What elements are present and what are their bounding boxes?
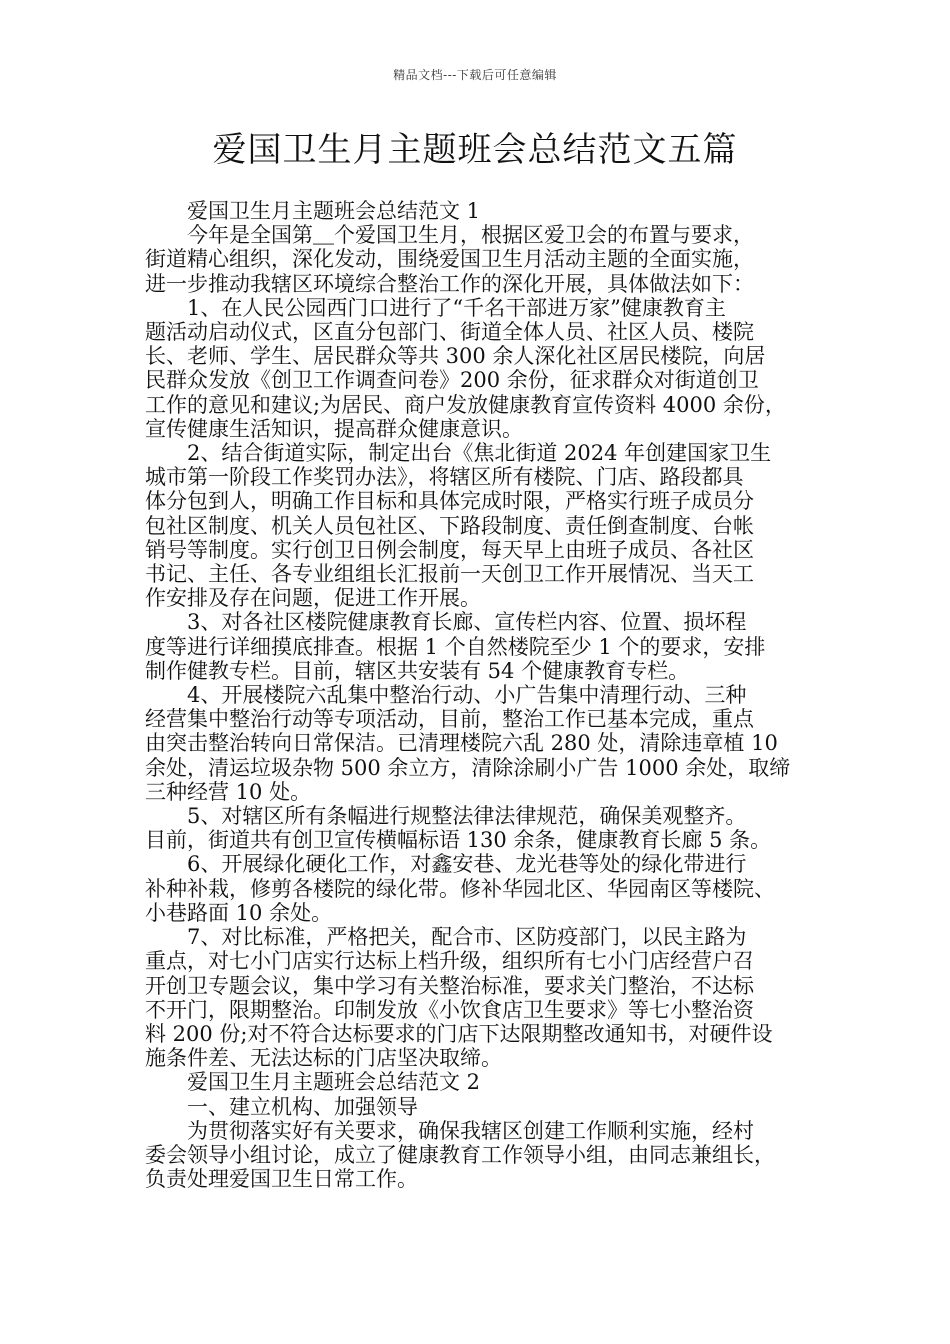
paragraph-line: 5、对辖区所有条幅进行规整法律法律规范，确保美观整齐。	[187, 804, 747, 829]
paragraph-line: 7、对比标准，严格把关，配合市、区防疫部门，以民主路为	[187, 925, 747, 950]
paragraph	[145, 223, 825, 296]
paragraph-line: 重点，对七小门店实行达标上档升级，组织所有七小门店经营户召	[145, 949, 754, 974]
paragraph-line: 城市第一阶段工作奖罚办法》，将辖区所有楼院、门店、路段都具	[145, 465, 744, 490]
paragraph-line: 工作的意见和建议;为居民、商户发放健康教育宣传资料 4000 余份，	[145, 392, 786, 417]
paragraph-line: 委会领导小组讨论，成立了健康教育工作领导小组，由同志兼组长，	[145, 1142, 775, 1167]
paragraph	[145, 1119, 825, 1192]
document-body	[145, 199, 825, 1191]
paragraph-line: 街道精心组织，深化发动，围绕爱国卫生月活动主题的全面实施，	[145, 247, 754, 272]
paragraph-line: 小巷路面 10 余处。	[145, 900, 333, 925]
document-title: 爱国卫生月主题班会总结范文五篇	[212, 130, 738, 170]
paragraph	[145, 1095, 825, 1119]
paragraph-line: 料 200 份;对不符合达标要求的门店下达限期整改通知书，对硬件设	[145, 1021, 773, 1046]
paragraph	[145, 199, 825, 223]
paragraph-line: 包社区制度、机关人员包社区、下路段制度、责任倒查制度、台帐	[145, 513, 754, 538]
paragraph-line: 为贯彻落实好有关要求，确保我辖区创建工作顺利实施，经村	[187, 1118, 754, 1143]
paragraph-line: 爱国卫生月主题班会总结范文 1	[187, 199, 481, 223]
paragraph	[145, 852, 825, 925]
paragraph-line: 6、开展绿化硬化工作，对鑫安巷、龙光巷等处的绿化带进行	[187, 852, 747, 877]
paragraph-line: 体分包到人，明确工作目标和具体完成时限，严格实行班子成员分	[145, 489, 754, 514]
paragraph-line: 不开门，限期整治。印制发放《小饮食店卫生要求》等七小整治资	[145, 997, 754, 1022]
paragraph-line: 作安排及存在问题，促进工作开展。	[145, 586, 481, 611]
paragraph-line: 度等进行详细摸底排查。根据 1 个自然楼院至少 1 个的要求，安排	[145, 634, 766, 659]
paragraph	[145, 610, 825, 683]
paragraph-line: 题活动启动仪式，区直分包部门、街道全体人员、社区人员、楼院	[145, 320, 754, 345]
paragraph-line: 今年是全国第＿个爱国卫生月，根据区爱卫会的布置与要求，	[187, 223, 754, 248]
paragraph	[145, 1070, 825, 1094]
paragraph	[145, 925, 825, 1070]
paragraph-line: 长、老师、学生、居民群众等共 300 余人深化社区居民楼院，向居	[145, 344, 766, 369]
paragraph-line: 余处，清运垃圾杂物 500 余立方，清除涂刷小广告 1000 余处，取缔	[145, 755, 791, 780]
paragraph-line: 由突击整治转向日常保洁。已清理楼院六乱 280 处，清除违章植 10	[145, 731, 778, 756]
paragraph-line: 进一步推动我辖区环境综合整治工作的深化开展，具体做法如下：	[145, 271, 754, 296]
paragraph-line: 3、对各社区楼院健康教育长廊、宣传栏内容、位置、损坏程	[187, 610, 747, 635]
paragraph	[145, 296, 825, 441]
paragraph-line: 负责处理爱国卫生日常工作。	[145, 1167, 418, 1192]
paragraph	[145, 683, 825, 804]
paragraph-line: 2、结合街道实际，制定出台《焦北街道 2024 年创建国家卫生	[187, 441, 772, 466]
paragraph-line: 施条件差、无法达标的门店坚决取缔。	[145, 1046, 502, 1071]
paragraph-line: 书记、主任、各专业组组长汇报前一天创卫工作开展情况、当天工	[145, 562, 754, 587]
paragraph-line: 制作健教专栏。目前，辖区共安装有 54 个健康教育专栏。	[145, 658, 690, 683]
paragraph-line: 一、建立机构、加强领导	[187, 1094, 418, 1119]
paragraph	[145, 441, 825, 610]
paragraph-line: 目前，街道共有创卫宣传横幅标语 130 余条，健康教育长廊 5 条。	[145, 828, 772, 853]
paragraph-line: 爱国卫生月主题班会总结范文 2	[187, 1070, 481, 1095]
paragraph-line: 民群众发放《创卫工作调查问卷》200 余份，征求群众对街道创卫	[145, 368, 759, 393]
paragraph-line: 经营集中整治行动等专项活动，目前，整治工作已基本完成，重点	[145, 707, 754, 732]
paragraph-line: 4、开展楼院六乱集中整治行动、小广告集中清理行动、三种	[187, 683, 747, 708]
paragraph-line: 开创卫专题会议，集中学习有关整治标准，要求关门整治，不达标	[145, 973, 754, 998]
paragraph-line: 宣传健康生活知识，提高群众健康意识。	[145, 416, 523, 441]
paragraph-line: 补种补栽，修剪各楼院的绿化带。修补华园北区、华园南区等楼院、	[145, 876, 775, 901]
paragraph-line: 1、在人民公园西门口进行了“千名干部进万家”健康教育主	[187, 295, 726, 320]
paragraph-line: 三种经营 10 处。	[145, 779, 312, 804]
paragraph-line: 销号等制度。实行创卫日例会制度，每天早上由班子成员、各社区	[145, 537, 754, 562]
page-header: 精品文档---下载后可任意编辑	[393, 68, 557, 82]
paragraph	[145, 804, 825, 852]
